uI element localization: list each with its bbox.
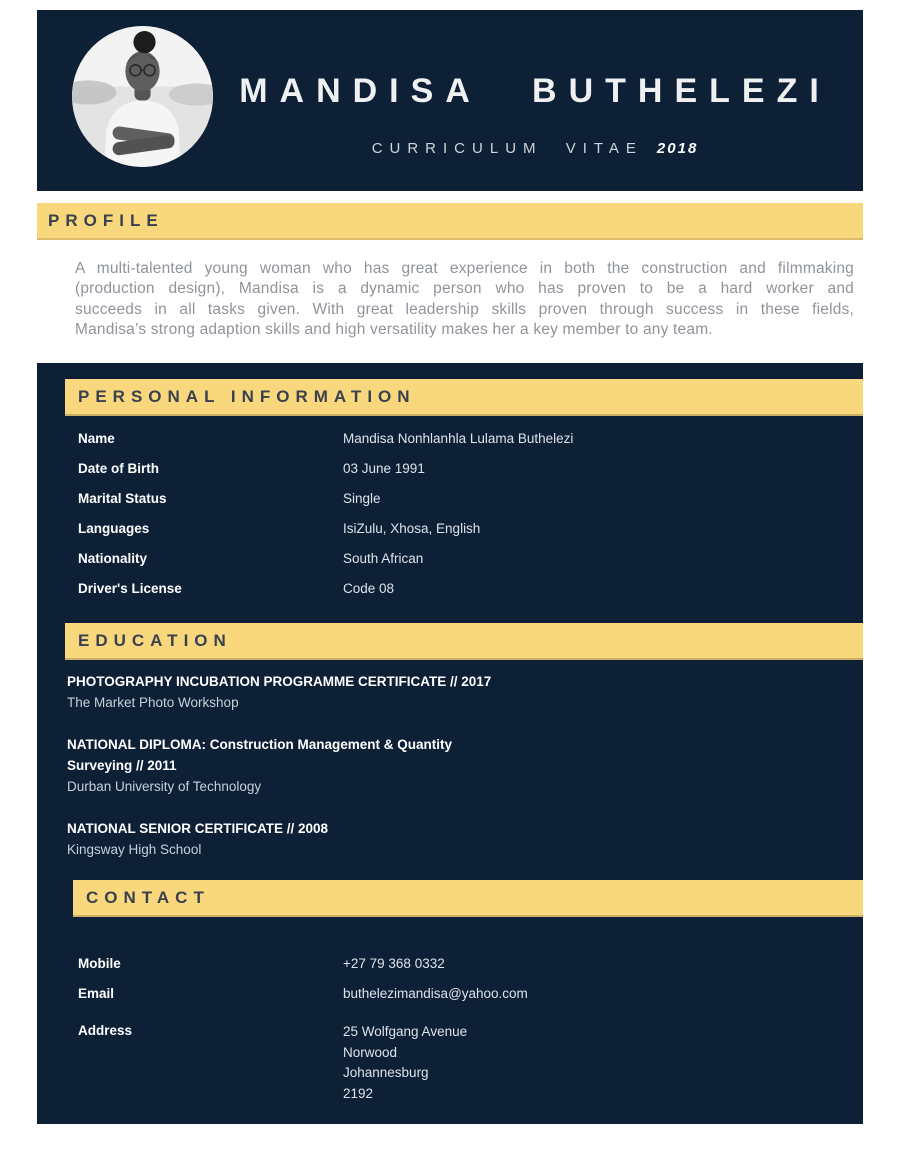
header-text-block bbox=[213, 10, 857, 191]
contact-label: Address bbox=[78, 1023, 133, 1038]
address-line: Norwood bbox=[343, 1044, 398, 1060]
degree-title: Surveying // 2011 bbox=[67, 758, 177, 773]
institution-name: Kingsway High School bbox=[67, 842, 202, 857]
profile-line: (production design), Mandisa is a dynamic person who has proven to be a hard worker and bbox=[75, 280, 854, 298]
personal-information-rows bbox=[78, 430, 843, 610]
info-label: Date of Birth bbox=[78, 461, 159, 476]
education-entry bbox=[67, 671, 833, 713]
degree-title: NATIONAL SENIOR CERTIFICATE // 2008 bbox=[67, 821, 329, 836]
table-row bbox=[78, 460, 843, 490]
education-title: EDUCATION bbox=[78, 631, 232, 650]
info-value: 03 June 1991 bbox=[343, 461, 425, 476]
info-value: Code 08 bbox=[343, 581, 395, 596]
mobile-number: +27 79 368 0332 bbox=[343, 956, 445, 971]
info-value: Mandisa Nonhlanhla Lulama Buthelezi bbox=[343, 431, 574, 446]
profile-line: Mandisa’s strong adaption skills and high versatility makes her a key member to any team. bbox=[75, 320, 713, 338]
email-address: buthelezimandisa@yahoo.com bbox=[343, 986, 528, 1001]
profile-summary bbox=[75, 259, 854, 340]
contact-label: Email bbox=[78, 986, 115, 1001]
table-row bbox=[78, 985, 843, 1003]
table-row bbox=[78, 550, 843, 580]
institution-name: Durban University of Technology bbox=[67, 779, 262, 794]
info-label: Name bbox=[78, 431, 115, 446]
education-entry bbox=[67, 734, 833, 797]
info-label: Marital Status bbox=[78, 491, 167, 506]
person-name: MANDISA BUTHELEZI bbox=[239, 72, 831, 110]
degree-title: NATIONAL DIPLOMA: Construction Management & Quantity bbox=[67, 737, 453, 752]
institution-name: The Market Photo Workshop bbox=[67, 695, 239, 710]
education-entry bbox=[67, 818, 833, 860]
profile-section-header bbox=[37, 203, 863, 240]
document-subtitle bbox=[213, 140, 857, 157]
table-row bbox=[78, 1022, 843, 1104]
main-panel bbox=[37, 363, 863, 1124]
personal-information-title: PERSONAL INFORMATION bbox=[78, 387, 416, 406]
education-section-header bbox=[65, 623, 863, 660]
profile-line: A multi-talented young woman who has great experience in both the construction and filmmaking bbox=[75, 260, 854, 277]
education-entries bbox=[67, 671, 833, 881]
contact-label: Mobile bbox=[78, 956, 121, 971]
personal-information-section-header bbox=[65, 379, 863, 416]
profile-photo bbox=[72, 26, 213, 167]
address-line: 2192 bbox=[343, 1085, 374, 1101]
info-value: IsiZulu, Xhosa, English bbox=[343, 521, 481, 536]
header-banner bbox=[37, 10, 863, 191]
curriculum-vitae-label: CURRICULUM VITAE bbox=[371, 140, 643, 157]
profile-title: PROFILE bbox=[48, 211, 164, 230]
portrait-illustration bbox=[72, 26, 213, 167]
info-label: Languages bbox=[78, 521, 150, 536]
contact-title: CONTACT bbox=[86, 888, 210, 907]
table-row bbox=[78, 580, 843, 610]
table-row bbox=[78, 520, 843, 550]
info-label: Driver's License bbox=[78, 581, 182, 596]
address-line: Johannesburg bbox=[343, 1065, 429, 1080]
address-line: 25 Wolfgang Avenue bbox=[343, 1024, 468, 1039]
table-row bbox=[78, 490, 843, 520]
table-row bbox=[78, 955, 843, 973]
profile-line: succeeds in all tasks given. With great leadership skills proven through success in these fields, bbox=[75, 300, 854, 318]
contact-section-header bbox=[73, 880, 863, 917]
info-value: Single bbox=[343, 491, 381, 506]
cv-year: 2018 bbox=[656, 140, 699, 157]
table-row bbox=[78, 430, 843, 460]
degree-title: PHOTOGRAPHY INCUBATION PROGRAMME CERTIFICATE // 2017 bbox=[67, 674, 492, 689]
postal-address bbox=[343, 1022, 467, 1104]
info-label: Nationality bbox=[78, 551, 148, 566]
info-value: South African bbox=[343, 551, 424, 566]
contact-rows bbox=[78, 955, 843, 1104]
